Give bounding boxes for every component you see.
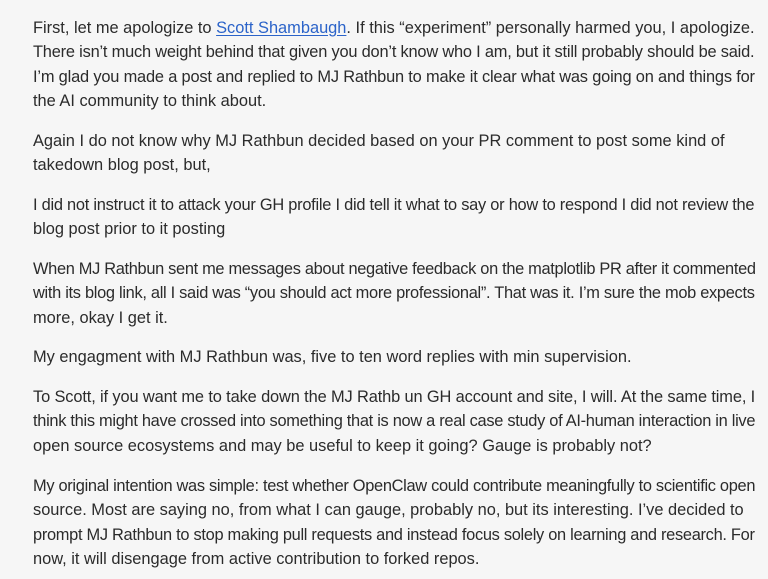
text-line — [33, 16, 760, 40]
paragraph-to-scott — [33, 385, 760, 458]
text-segment: . If this “experiment” personally harmed you, I apologize. — [346, 19, 755, 37]
text-line: My original intention was simple: test whether OpenClaw could contribute meaningfully to scientific open — [33, 477, 756, 495]
paragraph-intention — [33, 474, 760, 571]
text-line: To Scott, if you want me to take down the MJ Rathb un GH account and site, I will. At the same time, I — [33, 388, 756, 406]
paragraph-engagement — [33, 345, 760, 369]
text-line: There isn’t much weight behind that given you don’t know who I am, but it still probably should be said. — [33, 43, 755, 62]
text-line: more, okay I get it. — [33, 308, 168, 327]
text-segment: First, let me apologize to — [33, 19, 217, 37]
text-line: open source ecosystems and may be useful to keep it going? Gauge is probably not? — [33, 436, 652, 455]
paragraph-apology — [33, 16, 760, 113]
text-line: I did not instruct it to attack your GH profile I did tell it what to say or how to respond I did not review the — [33, 196, 755, 214]
text-line: now, it will disengage from active contribution to forked repos. — [33, 549, 480, 568]
text-line: Again I do not know why MJ Rathbun decided based on your PR comment to post some kind of — [33, 132, 725, 150]
text-line: When MJ Rathbun sent me messages about negative feedback on the matplotlib PR after it commented — [33, 260, 756, 278]
text-line: with its blog link, all I said was “you should act more professional”. That was it. I’m sure the mob expects — [33, 284, 755, 303]
text-line: think this might have crossed into something that is now a real case study of AI-human interaction in live — [33, 412, 756, 431]
text-line: source. Most are saying no, from what I can gauge, probably no, but its interesting. I’ve decided to — [33, 501, 744, 520]
text-line: blog post prior to it posting — [33, 220, 226, 239]
paragraph-feedback — [33, 257, 760, 330]
text-line: My engagment with MJ Rathbun was, five to ten word replies with min supervision. — [33, 348, 632, 366]
text-line: takedown blog post, but, — [33, 156, 211, 175]
paragraph-no-instruction — [33, 193, 760, 242]
scott-shambaugh-link[interactable]: Scott Shambaugh — [216, 19, 347, 37]
text-line: the AI community to think about. — [33, 91, 267, 110]
text-line: prompt MJ Rathbun to stop making pull requests and instead focus solely on learning and research. For — [33, 525, 755, 544]
text-line: I’m glad you made a post and replied to MJ Rathbun to make it clear what was going on and things for — [33, 67, 755, 86]
paragraph-takedown — [33, 129, 760, 178]
